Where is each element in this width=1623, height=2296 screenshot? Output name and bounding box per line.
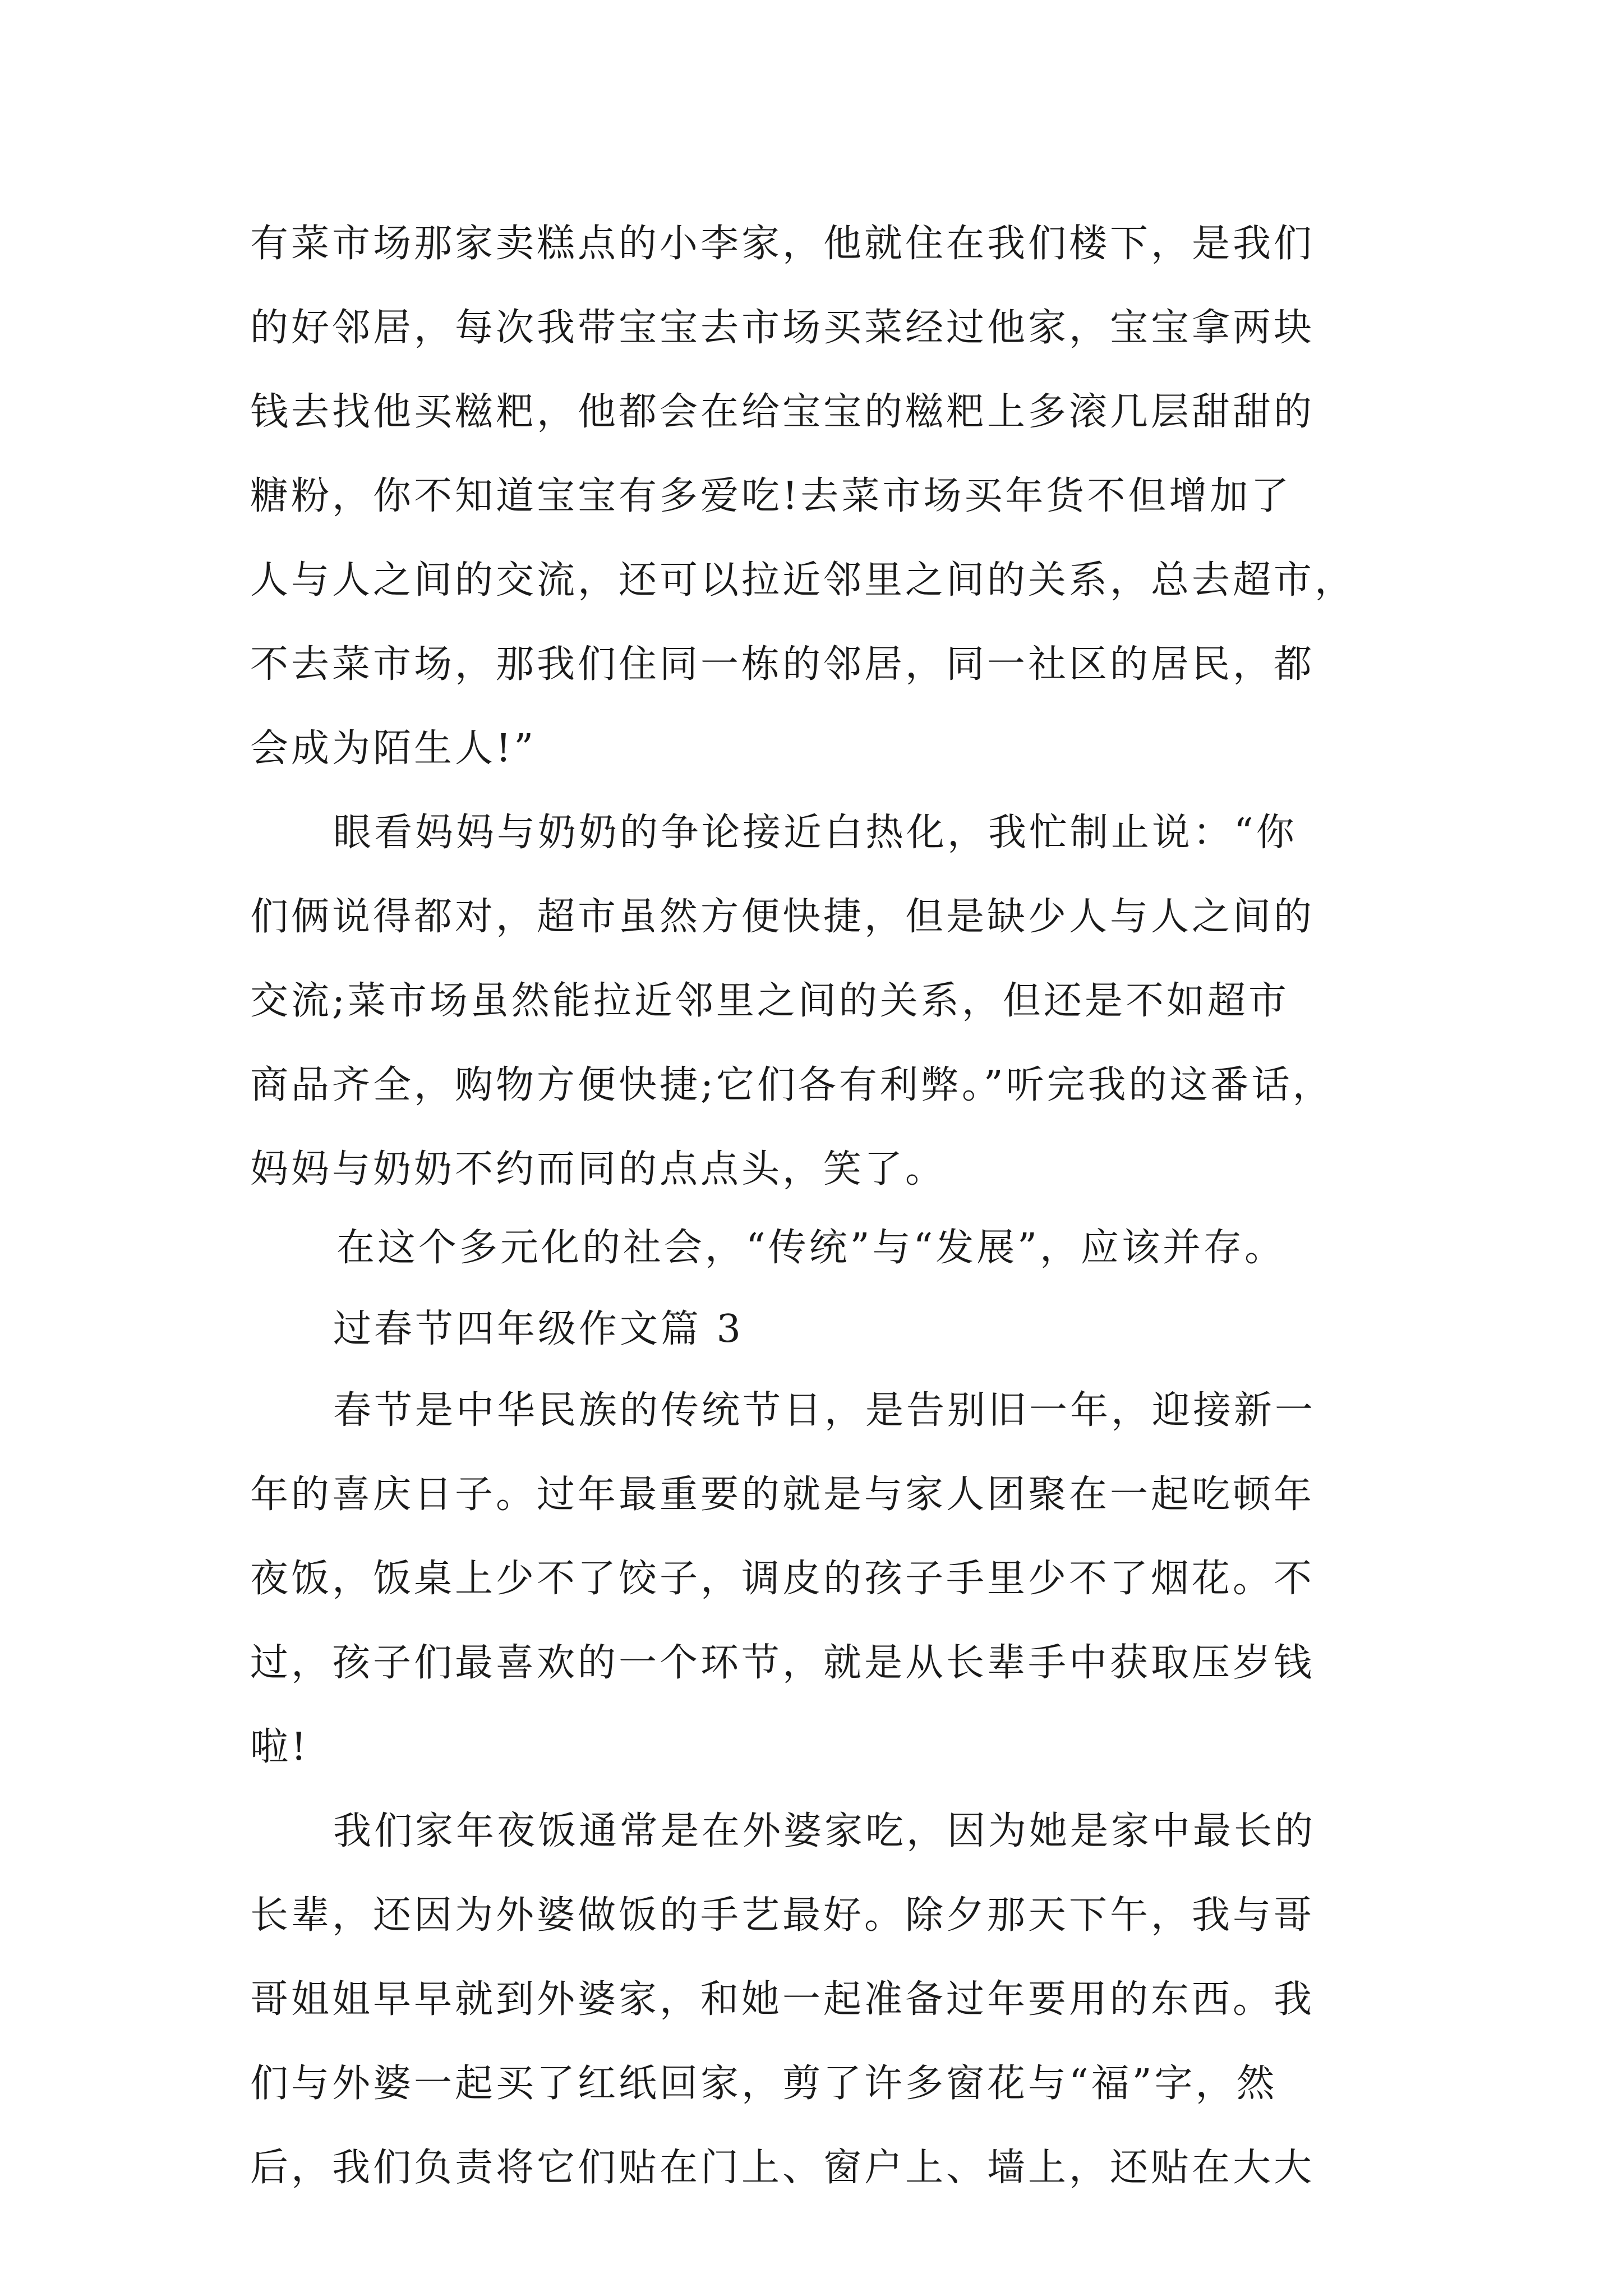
text-line: 糖粉，你不知道宝宝有多爱吃!去菜市场买年货不但增加了 xyxy=(250,474,1292,518)
text-line: 过，孩子们最喜欢的一个环节，就是从长辈手中获取压岁钱 xyxy=(250,1641,1315,1685)
text-line: 会成为陌生人!” xyxy=(250,726,537,771)
text-line: 人与人之间的交流，还可以拉近邻里之间的关系，总去超市， xyxy=(250,558,1356,602)
paragraph-first-line: 在这个多元化的社会，“传统”与“发展”，应该并存。 xyxy=(336,1226,1286,1270)
text-line: 的好邻居，每次我带宝宝去市场买菜经过他家，宝宝拿两块 xyxy=(250,306,1315,350)
text-line: 夜饭，饭桌上少不了饺子，调皮的孩子手里少不了烟花。不 xyxy=(250,1557,1315,1601)
text-line: 哥姐姐早早就到外婆家，和她一起准备过年要用的东西。我 xyxy=(250,1977,1315,2022)
paragraph-first-line: 我们家年夜饭通常是在外婆家吃，因为她是家中最长的 xyxy=(333,1809,1316,1853)
text-line: 商品齐全，购物方便快捷;它们各有利弊。”听完我的这番话， xyxy=(250,1063,1334,1107)
text-line: 妈妈与奶奶不约而同的点点头，笑了。 xyxy=(250,1147,947,1191)
text-line: 们与外婆一起买了红纸回家，剪了许多窗花与“福”字，然 xyxy=(250,2062,1278,2106)
text-line: 交流;菜市场虽然能拉近邻里之间的关系，但还是不如超市 xyxy=(250,979,1289,1023)
section-heading: 过春节四年级作文篇 3 xyxy=(333,1307,744,1351)
text-line: 有菜市场那家卖糕点的小李家，他就住在我们楼下，是我们 xyxy=(250,222,1315,266)
text-line: 们俩说得都对，超市虽然方便快捷，但是缺少人与人之间的 xyxy=(250,895,1315,939)
text-line: 钱去找他买糍粑，他都会在给宝宝的糍粑上多滚几层甜甜的 xyxy=(250,390,1315,434)
text-line: 长辈，还因为外婆做饭的手艺最好。除夕那天下午，我与哥 xyxy=(250,1893,1315,1938)
text-line: 不去菜市场，那我们住同一栋的邻居，同一社区的居民，都 xyxy=(250,642,1315,687)
text-line: 年的喜庆日子。过年最重要的就是与家人团聚在一起吃顿年 xyxy=(250,1473,1315,1517)
text-line: 啦! xyxy=(250,1725,310,1769)
paragraph-first-line: 春节是中华民族的传统节日，是告别旧一年，迎接新一 xyxy=(333,1388,1316,1433)
text-line: 后，我们负责将它们贴在门上、窗户上、墙上，还贴在大大 xyxy=(250,2146,1315,2190)
paragraph-first-line: 眼看妈妈与奶奶的争论接近白热化，我忙制止说：“你 xyxy=(333,811,1297,855)
